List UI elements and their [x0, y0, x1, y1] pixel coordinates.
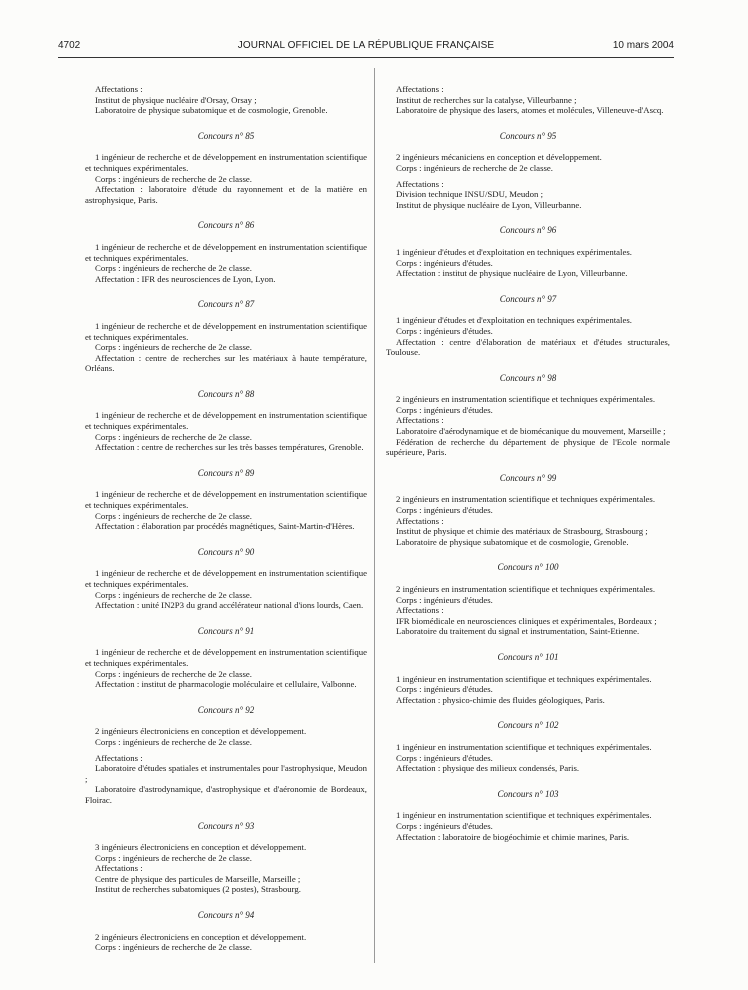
concours-section: [85, 910, 367, 953]
concours-section: [386, 294, 670, 358]
paragraph: 2 ingénieurs en instrumentation scientifique et techniques expérimentales.: [396, 584, 656, 594]
paragraph: 1 ingénieur de recherche et de développement en instrumentation scientifique et techniques expérimentales.: [85, 647, 367, 668]
paragraph: Laboratoire d'aérodynamique et de biomécanique du mouvement, Marseille ;: [396, 426, 666, 437]
paragraph: 2 ingénieurs en instrumentation scientifique et techniques expérimentales.: [396, 494, 656, 505]
paragraph: Affectation : physico-chimie des fluides géologiques, Paris.: [396, 694, 605, 705]
continued-affectations: [386, 84, 670, 116]
concours-heading: Concours n° 85: [197, 130, 255, 141]
paragraph: Laboratoire d'études spatiales et instrumentales pour l'astrophysique, Meudon ;: [85, 763, 367, 784]
paragraph: 1 ingénieur de recherche et de développement en instrumentation scientifique et techniques expérimentales.: [85, 568, 367, 589]
page-number: 4702: [58, 40, 81, 51]
paragraph: Corps : ingénieurs de recherche de 2e classe.: [95, 173, 252, 184]
paragraph: 1 ingénieur de recherche et de développement en instrumentation scientifique et techniques expérimentales.: [85, 489, 367, 511]
paragraph: Corps : ingénieurs d'études.: [396, 404, 493, 415]
concours-heading: Concours n° 89: [197, 467, 255, 478]
paragraph: Institut de physique nucléaire de Lyon, Villeurbanne.: [396, 199, 582, 210]
paragraph: 1 ingénieur de recherche et de développement en instrumentation scientifique et techniques expérimentales.: [85, 241, 367, 263]
concours-section: [386, 562, 670, 637]
paragraph: Affectations :: [396, 84, 444, 94]
concours-section: [85, 299, 367, 374]
concours-section: [85, 626, 367, 690]
concours-section: [85, 705, 367, 806]
column-divider: [374, 68, 375, 963]
paragraph: 2 ingénieurs en instrumentation scientifique et techniques expérimentales.: [396, 394, 656, 405]
paragraph: Affectation : institut de physique nucléaire de Lyon, Villeurbanne.: [396, 268, 628, 279]
paragraph: Affectation : unité IN2P3 du grand accélérateur national d'ions lourds, Caen.: [95, 600, 364, 611]
paragraph: Laboratoire du traitement du signal et instrumentation, Saint-Etienne.: [396, 626, 640, 637]
concours-heading: Concours n° 88: [197, 388, 255, 399]
paragraph: Affectations :: [95, 863, 143, 874]
paragraph: Affectation : laboratoire de biogéochimie et chimie marines, Paris.: [396, 831, 630, 842]
concours-heading: Concours n° 90: [197, 546, 255, 557]
left-column: [85, 84, 367, 953]
paragraph: Division technique INSU/SDU, Meudon ;: [396, 189, 544, 200]
paragraph: Laboratoire de physique subatomique et de cosmologie, Grenoble.: [95, 105, 328, 116]
concours-section: [85, 821, 367, 896]
paragraph: 1 ingénieur en instrumentation scientifique et techniques expérimentales.: [396, 741, 652, 752]
paragraph: 1 ingénieur en instrumentation scientifique et techniques expérimentales.: [396, 673, 652, 684]
paragraph: Centre de physique des particules de Marseille, Marseille ;: [95, 873, 301, 884]
concours-section: [386, 373, 670, 458]
concours-heading: Concours n° 93: [197, 820, 255, 831]
concours-heading: Concours n° 86: [197, 220, 255, 231]
paragraph: Institut de physique nucléaire d'Orsay, Orsay ;: [95, 94, 257, 105]
page-header: [58, 40, 674, 56]
concours-section: [386, 652, 670, 705]
paragraph: Corps : ingénieurs de recherche de 2e classe.: [95, 263, 252, 274]
paragraph: Corps : ingénieurs d'études.: [396, 257, 493, 268]
paragraph: 1 ingénieur de recherche et de développement en instrumentation scientifique et techniques expérimentales.: [85, 410, 367, 432]
paragraph: Laboratoire de physique des lasers, atomes et molécules, Villeneuve-d'Ascq.: [396, 105, 664, 116]
paragraph: 2 ingénieurs mécaniciens en conception et développement.: [396, 152, 602, 163]
concours-heading: Concours n° 95: [499, 130, 557, 141]
paragraph: Corps : ingénieurs de recherche de 2e classe.: [95, 668, 252, 679]
paragraph: 3 ingénieurs électroniciens en conception et développement.: [95, 842, 307, 853]
concours-section: [386, 225, 670, 278]
paragraph: Corps : ingénieurs de recherche de 2e classe.: [95, 431, 252, 442]
concours-heading: Concours n° 100: [497, 562, 559, 573]
concours-section: [386, 720, 670, 773]
paragraph: Corps : ingénieurs de recherche de 2e classe.: [95, 942, 252, 953]
continued-affectations: [85, 84, 367, 116]
paragraph: Affectation : laboratoire d'étude du rayonnement et de la matière en astrophysique, Paris.: [85, 184, 367, 205]
concours-section: [386, 473, 670, 548]
concours-section: [85, 131, 367, 206]
concours-section: [386, 789, 670, 842]
paragraph: Corps : ingénieurs d'études.: [396, 505, 493, 516]
concours-heading: Concours n° 97: [499, 293, 557, 304]
journal-title: JOURNAL OFFICIEL DE LA RÉPUBLIQUE FRANÇAISE: [237, 40, 495, 51]
issue-date: 10 mars 2004: [612, 40, 674, 51]
concours-heading: Concours n° 102: [497, 720, 559, 731]
paragraph: 1 ingénieur d'études et d'exploitation en techniques expérimentales.: [396, 315, 632, 326]
paragraph: Affectation : institut de pharmacologie moléculaire et cellulaire, Valbonne.: [95, 679, 357, 690]
paragraph: Affectation : élaboration par procédés magnétiques, Saint-Martin-d'Hères.: [95, 521, 355, 532]
concours-section: [85, 220, 367, 284]
header-rule: [58, 57, 674, 58]
concours-heading: Concours n° 91: [197, 625, 255, 636]
concours-section: [85, 468, 367, 532]
concours-heading: Concours n° 96: [499, 225, 557, 236]
paragraph: Affectation : centre de recherches sur les matériaux à haute température, Orléans.: [85, 352, 367, 374]
concours-section: [85, 389, 367, 453]
paragraph: Affectations :: [396, 415, 444, 426]
paragraph: Corps : ingénieurs d'études.: [396, 752, 493, 763]
concours-section: [386, 131, 670, 211]
paragraph: Affectation : physique des milieux condensés, Paris.: [396, 763, 580, 774]
paragraph: 1 ingénieur de recherche et de développement en instrumentation scientifique et techniques expérimentales.: [85, 152, 367, 173]
concours-heading: Concours n° 99: [499, 472, 557, 483]
paragraph: Institut de recherches sur la catalyse, Villeurbanne ;: [396, 94, 577, 105]
paragraph: 1 ingénieur de recherche et de développement en instrumentation scientifique et techniques expérimentales.: [85, 320, 367, 342]
paragraph: Affectations :: [396, 515, 444, 526]
paragraph: Corps : ingénieurs de recherche de 2e classe.: [95, 736, 252, 747]
paragraph: 1 ingénieur en instrumentation scientifique et techniques expérimentales.: [396, 810, 652, 821]
paragraph: 2 ingénieurs électroniciens en conception et développement.: [95, 931, 307, 942]
paragraph: 1 ingénieur d'études et d'exploitation en techniques expérimentales.: [396, 246, 632, 257]
paragraph: Affectations :: [396, 605, 444, 616]
concours-heading: Concours n° 103: [497, 788, 559, 799]
concours-heading: Concours n° 92: [197, 704, 255, 715]
concours-heading: Concours n° 98: [499, 372, 557, 383]
concours-heading: Concours n° 87: [197, 299, 255, 310]
concours-heading: Concours n° 94: [197, 910, 255, 921]
paragraph: Institut de physique et chimie des matériaux de Strasbourg, Strasbourg ;: [396, 526, 648, 537]
paragraph: Laboratoire d'astrodynamique, d'astrophysique et d'aéronomie de Bordeaux, Floirac.: [85, 784, 367, 805]
paragraph: Affectation : IFR des neurosciences de Lyon, Lyon.: [95, 273, 276, 284]
paragraph: Corps : ingénieurs de recherche de 2e classe.: [95, 852, 252, 863]
paragraph: Corps : ingénieurs d'études.: [396, 325, 493, 336]
paragraph: Affectation : centre d'élaboration de matériaux et d'études structurales, Toulouse.: [386, 336, 670, 358]
paragraph: 2 ingénieurs électroniciens en conception et développement.: [95, 726, 307, 737]
right-column: [386, 84, 670, 842]
paragraph: Corps : ingénieurs de recherche de 2e classe.: [396, 162, 553, 173]
paragraph: Affectation : centre de recherches sur les très basses températures, Grenoble.: [95, 442, 364, 453]
paragraph: Institut de recherches subatomiques (2 postes), Strasbourg.: [95, 884, 301, 895]
paragraph: Corps : ingénieurs de recherche de 2e classe.: [95, 589, 252, 600]
paragraph: Corps : ingénieurs de recherche de 2e classe.: [95, 510, 252, 521]
paragraph: IFR biomédicale en neurosciences cliniques et expérimentales, Bordeaux ;: [396, 615, 657, 626]
paragraph: Corps : ingénieurs d'études.: [396, 594, 493, 605]
paragraph: Corps : ingénieurs d'études.: [396, 820, 493, 831]
paragraph: Affectations :: [95, 84, 143, 94]
paragraph: Corps : ingénieurs d'études.: [396, 684, 493, 695]
paragraph: Affectations :: [396, 178, 444, 189]
paragraph: Fédération de recherche du département de physique de l'Ecole normale supérieure, Paris.: [386, 436, 670, 458]
paragraph: Affectations :: [95, 752, 143, 763]
paragraph: Laboratoire de physique subatomique et de cosmologie, Grenoble.: [396, 536, 629, 547]
concours-section: [85, 547, 367, 611]
paragraph: Corps : ingénieurs de recherche de 2e classe.: [95, 342, 252, 353]
concours-heading: Concours n° 101: [497, 651, 559, 662]
